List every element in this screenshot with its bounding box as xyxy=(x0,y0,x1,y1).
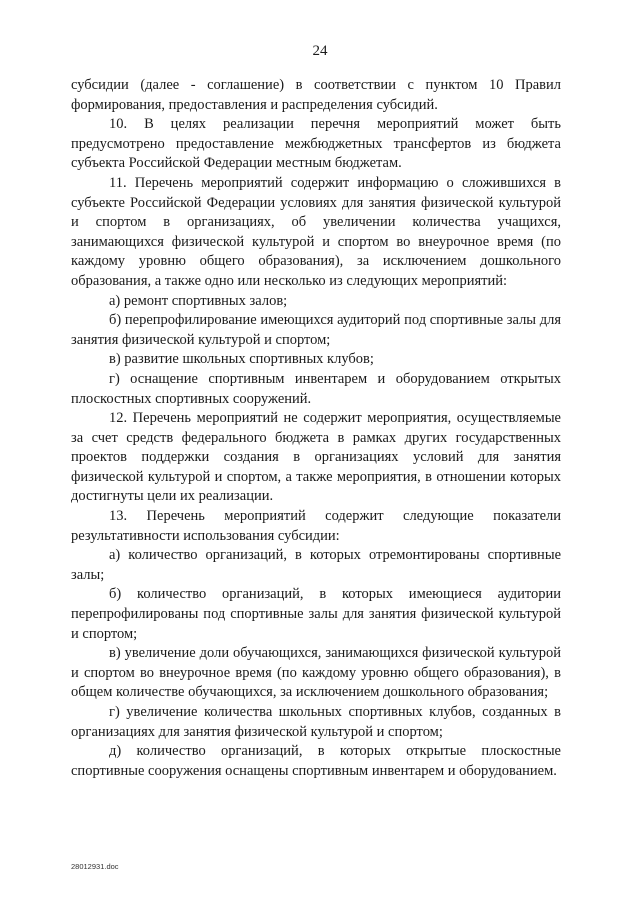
paragraph-13-item-b: б) количество организаций, в которых имеющиеся аудитории перепрофилированы под спортивные залы для занятия физической культурой и спортом; xyxy=(71,586,561,642)
paragraph-11-item-v: в) развитие школьных спортивных клубов; xyxy=(109,351,374,368)
paragraph-12: 12. Перечень мероприятий не содержит мероприятия, осуществляемые за счет средств федерального бюджета в рамках других государственных проектов поддержки создания в организациях условий для занятия физической культурой и спортом, а также мероприятия, в отношении которых достигнуты цели их реализации. xyxy=(71,410,561,505)
paragraph-13-item-d: д) количество организаций, в которых открытые плоскостные спортивные сооружения оснащены спортивным инвентарем и оборудованием. xyxy=(71,743,561,779)
paragraph-continuation: субсидии (далее - соглашение) в соответствии с пунктом 10 Правил формирования, предоставления и распределения субсидий. xyxy=(71,77,561,113)
document-body xyxy=(71,76,561,781)
page-number: 24 xyxy=(312,43,328,59)
paragraph-10: 10. В целях реализации перечня мероприятий может быть предусмотрено предоставление межбюджетных трансфертов из бюджета субъекта Российской Федерации местным бюджетам. xyxy=(71,116,561,172)
paragraph-11-item-b: б) перепрофилирование имеющихся аудиторий под спортивные залы для занятия физической культурой и спортом; xyxy=(71,312,561,348)
paragraph-11: 11. Перечень мероприятий содержит информацию о сложившихся в субъекте Российской Федерации условиях для занятия физической культурой и спортом в организациях, об увеличении количества учащихся, занимающихся физической культурой и спортом во внеурочное время (по каждому уровню общего образования), за исключением дошкольного образования, а также одно или несколько из следующих мероприятий: xyxy=(71,174,561,289)
paragraph-13-item-g: г) увеличение количества школьных спортивных клубов, созданных в организациях для занятия физической культурой и спортом; xyxy=(71,704,561,740)
document-file-code: 28012931.doc xyxy=(71,862,119,871)
paragraph-11-item-g: г) оснащение спортивным инвентарем и оборудованием открытых плоскостных спортивных сооружений. xyxy=(71,370,561,407)
paragraph-13: 13. Перечень мероприятий содержит следующие показатели результативности использования субсидии: xyxy=(71,508,561,544)
paragraph-11-item-a: а) ремонт спортивных залов; xyxy=(109,292,288,309)
paragraph-13-item-v: в) увеличение доли обучающихся, занимающихся физической культурой и спортом во внеурочное время (по каждому уровню общего образования), в общем количестве обучающихся, за исключением дошкольного образования; xyxy=(71,645,561,701)
paragraph-13-item-a: а) количество организаций, в которых отремонтированы спортивные залы; xyxy=(71,547,561,583)
